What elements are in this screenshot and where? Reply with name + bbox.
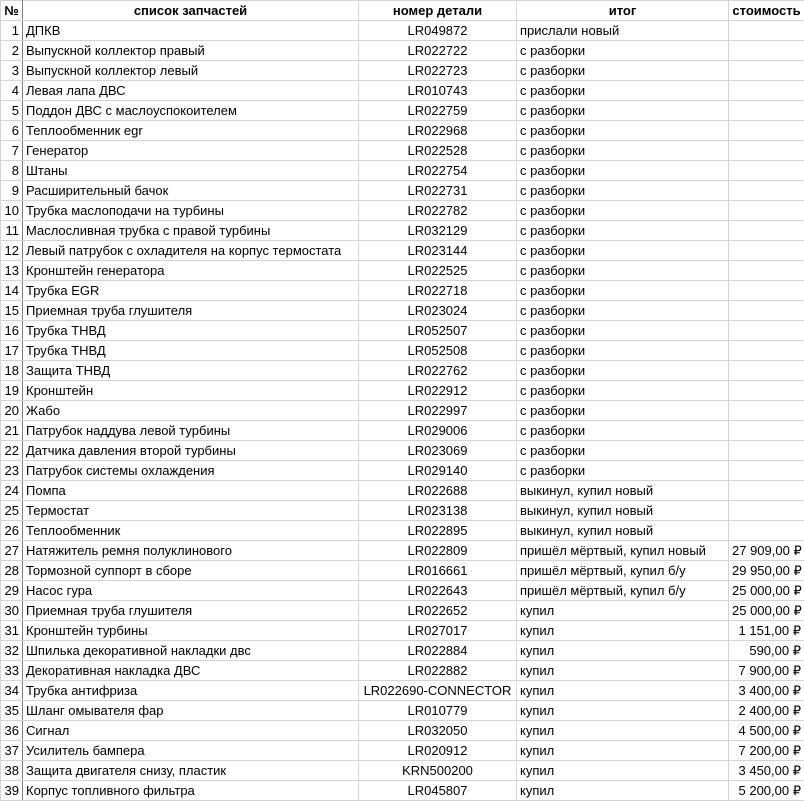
cell-name[interactable]: Трубка EGR	[23, 281, 359, 301]
cell-result[interactable]: с разборки	[517, 321, 729, 341]
table-row	[1, 281, 804, 301]
cell-part-number[interactable]: LR022723	[359, 61, 517, 81]
cell-result[interactable]: с разборки	[517, 41, 729, 61]
table-row	[1, 41, 804, 61]
table-row	[1, 181, 804, 201]
cell-part-number[interactable]: LR022731	[359, 181, 517, 201]
cell-name[interactable]: Левая лапа ДВС	[23, 81, 359, 101]
table-row	[1, 581, 804, 601]
cell-part-number[interactable]: LR052508	[359, 341, 517, 361]
cell-part-number[interactable]: LR010779	[359, 701, 517, 721]
table-row	[1, 361, 804, 381]
cell-cost[interactable]: 7 200,00 ₽	[729, 741, 804, 761]
cell-part-number[interactable]: LR022759	[359, 101, 517, 121]
cell-part-number[interactable]: LR022968	[359, 121, 517, 141]
cell-num[interactable]: 26	[1, 521, 23, 541]
cell-cost[interactable]	[729, 141, 804, 161]
cell-num[interactable]: 7	[1, 141, 23, 161]
cell-result[interactable]: купил	[517, 601, 729, 621]
table-row	[1, 261, 804, 281]
cell-name[interactable]: Натяжитель ремня полуклинового	[23, 541, 359, 561]
cell-num[interactable]: 27	[1, 541, 23, 561]
cell-num[interactable]: 15	[1, 301, 23, 321]
cell-result[interactable]: с разборки	[517, 141, 729, 161]
table-row	[1, 641, 804, 661]
cell-num[interactable]: 22	[1, 441, 23, 461]
cell-num[interactable]: 23	[1, 461, 23, 481]
cell-num[interactable]: 2	[1, 41, 23, 61]
table-row	[1, 541, 804, 561]
cell-cost[interactable]: 3 450,00 ₽	[729, 761, 804, 781]
cell-name[interactable]: Термостат	[23, 501, 359, 521]
cell-num[interactable]: 24	[1, 481, 23, 501]
cell-part-number[interactable]: LR010743	[359, 81, 517, 101]
cell-cost[interactable]	[729, 61, 804, 81]
table-row	[1, 101, 804, 121]
cell-result[interactable]: купил	[517, 741, 729, 761]
cell-name[interactable]: Жабо	[23, 401, 359, 421]
cell-num[interactable]: 30	[1, 601, 23, 621]
cell-result[interactable]: выкинул, купил новый	[517, 481, 729, 501]
cell-cost[interactable]: 25 000,00 ₽	[729, 581, 804, 601]
cell-result[interactable]: с разборки	[517, 281, 729, 301]
cell-result[interactable]: с разборки	[517, 381, 729, 401]
cell-cost[interactable]	[729, 81, 804, 101]
cell-part-number[interactable]: LR022782	[359, 201, 517, 221]
cell-result[interactable]: выкинул, купил новый	[517, 521, 729, 541]
cell-num[interactable]: 14	[1, 281, 23, 301]
cell-name[interactable]: Выпускной коллектор левый	[23, 61, 359, 81]
cell-num[interactable]: 5	[1, 101, 23, 121]
table-row	[1, 761, 804, 781]
table-row	[1, 381, 804, 401]
cell-part-number[interactable]: KRN500200	[359, 761, 517, 781]
cell-num[interactable]: 33	[1, 661, 23, 681]
cell-part-number[interactable]: LR029006	[359, 421, 517, 441]
cell-name[interactable]: Кронштейн турбины	[23, 621, 359, 641]
header-name[interactable]: список запчастей	[23, 1, 359, 21]
cell-num[interactable]: 37	[1, 741, 23, 761]
cell-cost[interactable]	[729, 21, 804, 41]
cell-cost[interactable]	[729, 161, 804, 181]
cell-part-number[interactable]: LR022722	[359, 41, 517, 61]
cell-cost[interactable]	[729, 421, 804, 441]
cell-cost[interactable]	[729, 241, 804, 261]
cell-result[interactable]: с разборки	[517, 221, 729, 241]
cell-name[interactable]: Шпилька декоративной накладки двс	[23, 641, 359, 661]
cell-num[interactable]: 13	[1, 261, 23, 281]
cell-cost[interactable]: 5 200,00 ₽	[729, 781, 804, 801]
cell-cost[interactable]	[729, 121, 804, 141]
cell-result[interactable]: с разборки	[517, 461, 729, 481]
cell-num[interactable]: 28	[1, 561, 23, 581]
cell-name[interactable]: Приемная труба глушителя	[23, 301, 359, 321]
cell-num[interactable]: 3	[1, 61, 23, 81]
table-row	[1, 81, 804, 101]
cell-result[interactable]: с разборки	[517, 81, 729, 101]
cell-result[interactable]: пришёл мёртвый, купил б/у	[517, 581, 729, 601]
table-row	[1, 521, 804, 541]
table-row	[1, 201, 804, 221]
cell-cost[interactable]	[729, 201, 804, 221]
cell-result[interactable]: купил	[517, 761, 729, 781]
cell-name[interactable]: Кронштейн генератора	[23, 261, 359, 281]
table-row	[1, 721, 804, 741]
table-row	[1, 621, 804, 641]
cell-name[interactable]: Насос гура	[23, 581, 359, 601]
cell-part-number[interactable]: LR022528	[359, 141, 517, 161]
table-row	[1, 61, 804, 81]
cell-cost[interactable]	[729, 221, 804, 241]
cell-name[interactable]: Теплообменник egr	[23, 121, 359, 141]
cell-cost[interactable]: 1 151,00 ₽	[729, 621, 804, 641]
cell-result[interactable]: с разборки	[517, 261, 729, 281]
cell-cost[interactable]	[729, 361, 804, 381]
table-row	[1, 321, 804, 341]
table-row	[1, 341, 804, 361]
cell-name[interactable]: Кронштейн	[23, 381, 359, 401]
cell-name[interactable]: Трубка антифриза	[23, 681, 359, 701]
cell-part-number[interactable]: LR022754	[359, 161, 517, 181]
cell-name[interactable]: Генератор	[23, 141, 359, 161]
cell-num[interactable]: 17	[1, 341, 23, 361]
cell-num[interactable]: 39	[1, 781, 23, 801]
cell-name[interactable]: Датчика давления второй турбины	[23, 441, 359, 461]
cell-part-number[interactable]: LR022643	[359, 581, 517, 601]
cell-num[interactable]: 12	[1, 241, 23, 261]
cell-result[interactable]: купил	[517, 621, 729, 641]
table-row	[1, 501, 804, 521]
cell-name[interactable]: Усилитель бампера	[23, 741, 359, 761]
cell-result[interactable]: с разборки	[517, 181, 729, 201]
cell-num[interactable]: 32	[1, 641, 23, 661]
cell-num[interactable]: 29	[1, 581, 23, 601]
cell-part-number[interactable]: LR022652	[359, 601, 517, 621]
cell-cost[interactable]	[729, 281, 804, 301]
cell-name[interactable]: Декоративная накладка ДВС	[23, 661, 359, 681]
table-row	[1, 121, 804, 141]
cell-part-number[interactable]: LR049872	[359, 21, 517, 41]
cell-name[interactable]: Защита ТНВД	[23, 361, 359, 381]
cell-num[interactable]: 38	[1, 761, 23, 781]
cell-cost[interactable]	[729, 481, 804, 501]
cell-result[interactable]: купил	[517, 641, 729, 661]
cell-name[interactable]: Маслосливная трубка с правой турбины	[23, 221, 359, 241]
cell-name[interactable]: Трубка ТНВД	[23, 341, 359, 361]
cell-cost[interactable]: 4 500,00 ₽	[729, 721, 804, 741]
cell-cost[interactable]: 27 909,00 ₽	[729, 541, 804, 561]
cell-name[interactable]: Левый патрубок с охладителя на корпус термостата	[23, 241, 359, 261]
cell-cost[interactable]	[729, 301, 804, 321]
cell-result[interactable]: с разборки	[517, 301, 729, 321]
cell-name[interactable]: Защита двигателя снизу, пластик	[23, 761, 359, 781]
cell-cost[interactable]	[729, 41, 804, 61]
cell-name[interactable]: Патрубок системы охлаждения	[23, 461, 359, 481]
cell-name[interactable]: Штаны	[23, 161, 359, 181]
cell-cost[interactable]	[729, 461, 804, 481]
cell-result[interactable]: купил	[517, 781, 729, 801]
cell-cost[interactable]	[729, 381, 804, 401]
cell-result[interactable]: купил	[517, 721, 729, 741]
cell-num[interactable]: 6	[1, 121, 23, 141]
cell-cost[interactable]	[729, 501, 804, 521]
cell-name[interactable]: ДПКВ	[23, 21, 359, 41]
cell-name[interactable]: Корпус топливного фильтра	[23, 781, 359, 801]
cell-name[interactable]: Помпа	[23, 481, 359, 501]
cell-num[interactable]: 16	[1, 321, 23, 341]
cell-num[interactable]: 8	[1, 161, 23, 181]
cell-num[interactable]: 11	[1, 221, 23, 241]
header-result[interactable]: итог	[517, 1, 729, 21]
cell-result[interactable]: с разборки	[517, 201, 729, 221]
cell-cost[interactable]	[729, 261, 804, 281]
cell-cost[interactable]	[729, 521, 804, 541]
cell-part-number[interactable]: LR022882	[359, 661, 517, 681]
table-row	[1, 681, 804, 701]
header-num[interactable]: №	[1, 1, 23, 21]
cell-num[interactable]: 34	[1, 681, 23, 701]
table-row	[1, 401, 804, 421]
cell-result[interactable]: купил	[517, 701, 729, 721]
cell-num[interactable]: 20	[1, 401, 23, 421]
cell-part-number[interactable]: LR022690-CONNECTOR	[359, 681, 517, 701]
cell-result[interactable]: с разборки	[517, 61, 729, 81]
cell-part-number[interactable]: LR022718	[359, 281, 517, 301]
cell-part-number[interactable]: LR022884	[359, 641, 517, 661]
cell-cost[interactable]: 7 900,00 ₽	[729, 661, 804, 681]
header-cost[interactable]: стоимость	[729, 1, 804, 21]
cell-cost[interactable]: 25 000,00 ₽	[729, 601, 804, 621]
cell-num[interactable]: 10	[1, 201, 23, 221]
table-row	[1, 461, 804, 481]
cell-part-number[interactable]: LR032129	[359, 221, 517, 241]
table-row	[1, 441, 804, 461]
table-row	[1, 221, 804, 241]
table-row	[1, 161, 804, 181]
cell-part-number[interactable]: LR023144	[359, 241, 517, 261]
cell-cost[interactable]: 3 400,00 ₽	[729, 681, 804, 701]
cell-result[interactable]: пришёл мёртвый, купил б/у	[517, 561, 729, 581]
cell-result[interactable]: купил	[517, 661, 729, 681]
table-row	[1, 421, 804, 441]
cell-part-number[interactable]: LR022895	[359, 521, 517, 541]
cell-name[interactable]: Трубка маслоподачи на турбины	[23, 201, 359, 221]
cell-num[interactable]: 18	[1, 361, 23, 381]
cell-cost[interactable]	[729, 401, 804, 421]
cell-result[interactable]: с разборки	[517, 361, 729, 381]
cell-num[interactable]: 9	[1, 181, 23, 201]
cell-result[interactable]: с разборки	[517, 101, 729, 121]
cell-name[interactable]: Шланг омывателя фар	[23, 701, 359, 721]
cell-part-number[interactable]: LR023024	[359, 301, 517, 321]
table-row	[1, 141, 804, 161]
cell-name[interactable]: Теплообменник	[23, 521, 359, 541]
table-row	[1, 21, 804, 41]
cell-part-number[interactable]: LR016661	[359, 561, 517, 581]
cell-result[interactable]: с разборки	[517, 401, 729, 421]
cell-name[interactable]: Трубка ТНВД	[23, 321, 359, 341]
cell-part-number[interactable]: LR032050	[359, 721, 517, 741]
cell-result[interactable]: пришёл мёртвый, купил новый	[517, 541, 729, 561]
cell-cost[interactable]: 590,00 ₽	[729, 641, 804, 661]
cell-part-number[interactable]: LR027017	[359, 621, 517, 641]
cell-num[interactable]: 31	[1, 621, 23, 641]
cell-result[interactable]: с разборки	[517, 441, 729, 461]
cell-cost[interactable]	[729, 341, 804, 361]
cell-part-number[interactable]: LR029140	[359, 461, 517, 481]
table-row	[1, 241, 804, 261]
cell-part-number[interactable]: LR022762	[359, 361, 517, 381]
table-row	[1, 661, 804, 681]
cell-name[interactable]: Поддон ДВС с маслоуспокоителем	[23, 101, 359, 121]
cell-name[interactable]: Сигнал	[23, 721, 359, 741]
cell-num[interactable]: 1	[1, 21, 23, 41]
cell-num[interactable]: 4	[1, 81, 23, 101]
cell-part-number[interactable]: LR022809	[359, 541, 517, 561]
cell-part-number[interactable]: LR022912	[359, 381, 517, 401]
table-row	[1, 561, 804, 581]
cell-part-number[interactable]: LR022525	[359, 261, 517, 281]
cell-num[interactable]: 25	[1, 501, 23, 521]
cell-part-number[interactable]: LR023069	[359, 441, 517, 461]
cell-part-number[interactable]: LR022688	[359, 481, 517, 501]
table-row	[1, 481, 804, 501]
cell-result[interactable]: выкинул, купил новый	[517, 501, 729, 521]
table-row	[1, 741, 804, 761]
cell-name[interactable]: Патрубок наддува левой турбины	[23, 421, 359, 441]
cell-result[interactable]: прислали новый	[517, 21, 729, 41]
header-part[interactable]: номер детали	[359, 1, 517, 21]
cell-num[interactable]: 21	[1, 421, 23, 441]
cell-cost[interactable]	[729, 101, 804, 121]
cell-part-number[interactable]: LR045807	[359, 781, 517, 801]
cell-result[interactable]: с разборки	[517, 341, 729, 361]
cell-cost[interactable]	[729, 181, 804, 201]
cell-cost[interactable]	[729, 441, 804, 461]
cell-name[interactable]: Тормозной суппорт в сборе	[23, 561, 359, 581]
cell-cost[interactable]	[729, 321, 804, 341]
cell-result[interactable]: с разборки	[517, 421, 729, 441]
header-row	[1, 1, 804, 21]
cell-part-number[interactable]: LR022997	[359, 401, 517, 421]
cell-num[interactable]: 36	[1, 721, 23, 741]
table-row	[1, 701, 804, 721]
cell-part-number[interactable]: LR052507	[359, 321, 517, 341]
cell-result[interactable]: с разборки	[517, 121, 729, 141]
table-row	[1, 301, 804, 321]
cell-cost[interactable]: 29 950,00 ₽	[729, 561, 804, 581]
cell-result[interactable]: с разборки	[517, 241, 729, 261]
cell-result[interactable]: купил	[517, 681, 729, 701]
cell-num[interactable]: 35	[1, 701, 23, 721]
cell-name[interactable]: Приемная труба глушителя	[23, 601, 359, 621]
cell-name[interactable]: Выпускной коллектор правый	[23, 41, 359, 61]
cell-part-number[interactable]: LR020912	[359, 741, 517, 761]
cell-cost[interactable]: 2 400,00 ₽	[729, 701, 804, 721]
cell-part-number[interactable]: LR023138	[359, 501, 517, 521]
table-row	[1, 601, 804, 621]
cell-num[interactable]: 19	[1, 381, 23, 401]
cell-name[interactable]: Расширительный бачок	[23, 181, 359, 201]
table-row	[1, 781, 804, 801]
cell-result[interactable]: с разборки	[517, 161, 729, 181]
